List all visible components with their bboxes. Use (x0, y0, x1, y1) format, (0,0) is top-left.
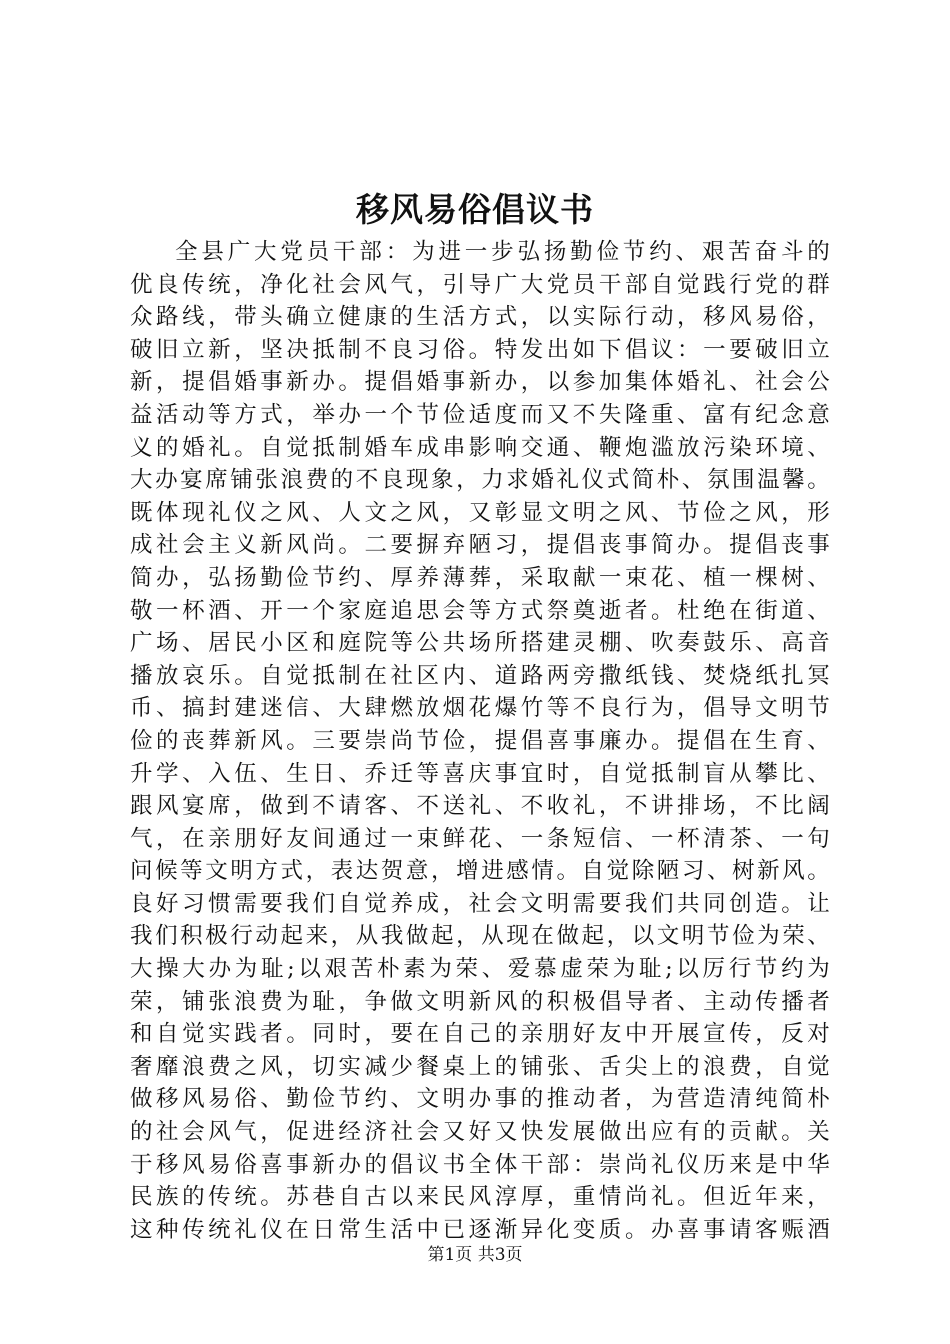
body-line: 简办，弘扬勤俭节约、厚养薄葬，采取献一束花、植一棵树、 (130, 564, 830, 591)
body-line: 益活动等方式，举办一个节俭适度而又不失隆重、富有纪念意 (130, 401, 830, 428)
body-line: 币、搞封建迷信、大肆燃放烟花爆竹等不良行为，倡导文明节 (130, 695, 830, 722)
page-indicator: 第1页 共3页 (427, 1245, 523, 1265)
body-line: 奢靡浪费之风，切实减少餐桌上的铺张、舌尖上的浪费，自觉 (130, 1053, 830, 1080)
body-line: 众路线，带头确立健康的生活方式，以实际行动，移风易俗， (130, 304, 830, 331)
body-line: 良好习惯需要我们自觉养成，社会文明需要我们共同创造。让 (130, 890, 830, 917)
body-line: 优良传统，净化社会风气，引导广大党员干部自觉践行党的群 (130, 271, 830, 298)
body-line: 我们积极行动起来，从我做起，从现在做起，以文明节俭为荣、 (130, 923, 830, 950)
body-line: 气，在亲朋好友间通过一束鲜花、一条短信、一杯清茶、一句 (130, 825, 830, 852)
body-line: 和自觉实践者。同时，要在自己的亲朋好友中开展宣传，反对 (130, 1021, 830, 1048)
document-body (130, 236, 830, 1246)
body-line: 的社会风气，促进经济社会又好又快发展做出应有的贡献。关 (130, 1119, 830, 1146)
body-line: 做移风易俗、勤俭节约、文明办事的推动者，为营造清纯简朴 (130, 1086, 830, 1113)
body-line: 敬一杯酒、开一个家庭追思会等方式祭奠逝者。杜绝在街道、 (130, 597, 830, 624)
body-line: 全县广大党员干部：为进一步弘扬勤俭节约、艰苦奋斗的 (175, 239, 830, 265)
body-line: 广场、居民小区和庭院等公共场所搭建灵棚、吹奏鼓乐、高音 (130, 630, 830, 657)
body-line: 播放哀乐。自觉抵制在社区内、道路两旁撒纸钱、焚烧纸扎冥 (130, 662, 830, 689)
body-line: 成社会主义新风尚。二要摒弃陋习，提倡丧事简办。提倡丧事 (130, 532, 830, 559)
body-line: 新，提倡婚事新办。提倡婚事新办，以参加集体婚礼、社会公 (130, 369, 830, 396)
body-line: 破旧立新，坚决抵制不良习俗。特发出如下倡议：一要破旧立 (130, 336, 830, 363)
body-line: 民族的传统。苏巷自古以来民风淳厚，重情尚礼。但近年来， (130, 1184, 830, 1211)
body-line: 跟风宴席，做到不请客、不送礼、不收礼，不讲排场，不比阔 (130, 793, 830, 820)
body-line: 大操大办为耻;以艰苦朴素为荣、爱慕虚荣为耻;以厉行节约为 (130, 956, 830, 983)
body-line: 升学、入伍、生日、乔迁等喜庆事宜时，自觉抵制盲从攀比、 (130, 760, 830, 787)
body-line: 俭的丧葬新风。三要崇尚节俭，提倡喜事廉办。提倡在生育、 (130, 727, 830, 754)
body-line: 义的婚礼。自觉抵制婚车成串影响交通、鞭炮滥放污染环境、 (130, 434, 830, 461)
body-line: 这种传统礼仪在日常生活中已逐渐异化变质。办喜事请客赈酒 (130, 1216, 830, 1243)
body-line: 大办宴席铺张浪费的不良现象，力求婚礼仪式简朴、氛围温馨。 (130, 467, 830, 494)
body-line: 既体现礼仪之风、人文之风，又彰显文明之风、节俭之风，形 (130, 499, 830, 526)
body-line: 问候等文明方式，表达贺意，增进感情。自觉除陋习、树新风。 (130, 858, 830, 885)
body-line: 于移风易俗喜事新办的倡议书全体干部：崇尚礼仪历来是中华 (130, 1151, 830, 1178)
body-line: 荣，铺张浪费为耻，争做文明新风的积极倡导者、主动传播者 (130, 988, 830, 1015)
document-title: 移风易俗倡议书 (356, 190, 594, 229)
